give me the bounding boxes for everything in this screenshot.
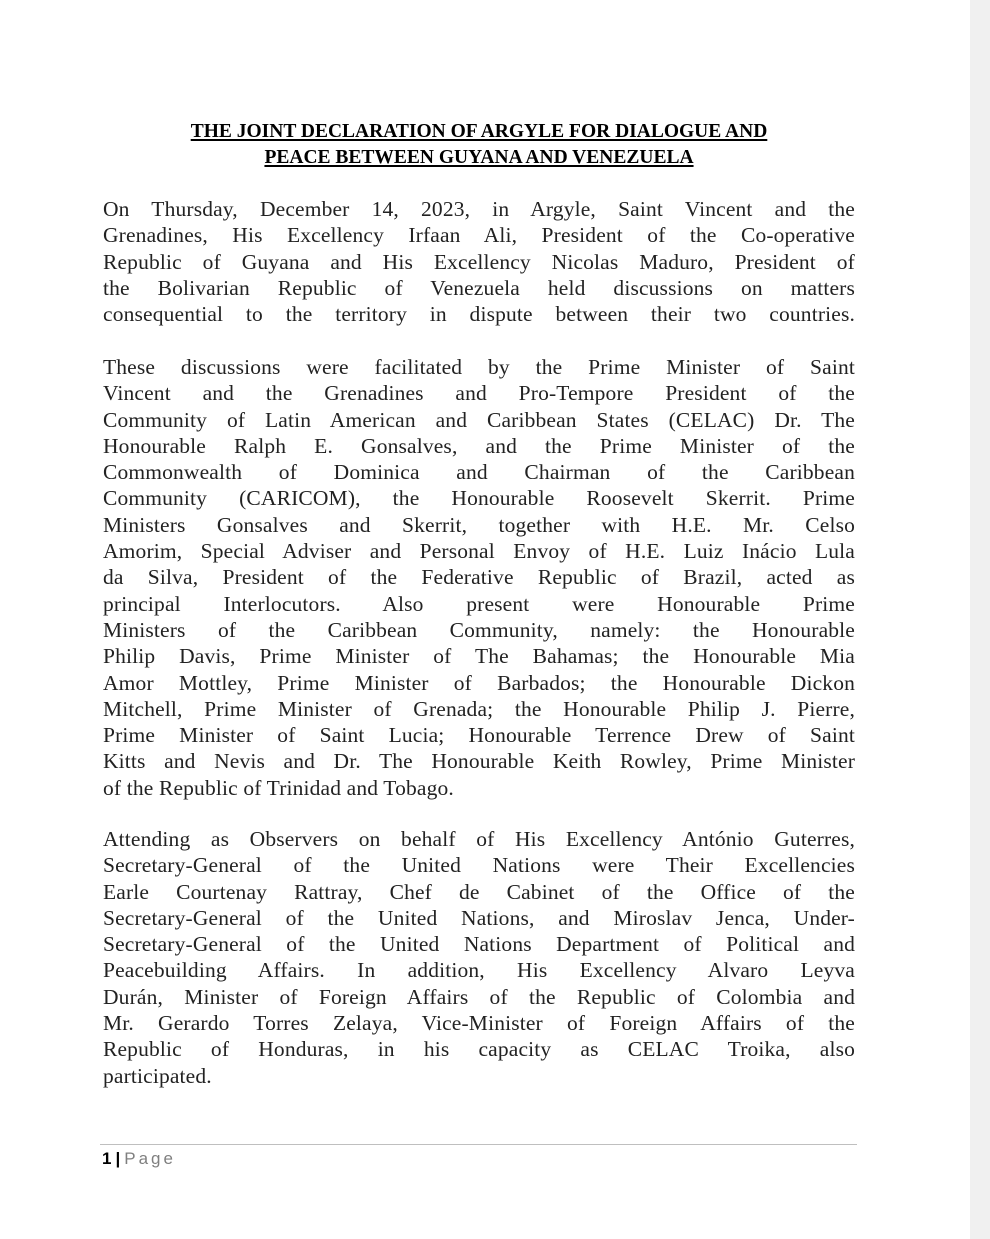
text-line: These discussions were facilitated by the Prime Minister of Saint [103,355,855,379]
text-line: da Silva, President of the Federative Republic of Brazil, acted as [103,565,855,590]
vertical-scrollbar[interactable] [970,0,990,1239]
text-line: the Bolivarian Republic of Venezuela held discussions on matters [103,275,855,300]
text-line: Durán, Minister of Foreign Affairs of the Republic of Colombia and [103,984,855,1009]
text-line: On Thursday, December 14, 2023, in Argyle, Saint Vincent and the [103,197,855,221]
text-line: Prime Minister of Saint Lucia; Honourable Terrence Drew of Saint [103,723,855,748]
title-line: THE JOINT DECLARATION OF ARGYLE FOR DIALOGUE AND [190,121,768,142]
page-number: 1 [102,1149,112,1168]
text-line: Republic of Guyana and His Excellency Nicolas Maduro, President of [103,249,855,274]
text-line: Commonwealth of Dominica and Chairman of the Caribbean [103,460,855,485]
text-line: Ministers of the Caribbean Community, namely: the Honourable [103,617,855,642]
footer-separator: | [115,1149,121,1168]
text-line: consequential to the territory in dispute between their two countries. [103,302,855,327]
text-line: Kitts and Nevis and Dr. The Honourable Keith Rowley, Prime Minister [103,749,855,774]
text-line: Attending as Observers on behalf of His Excellency António Guterres, [103,827,855,851]
text-line: Grenadines, His Excellency Irfaan Ali, President of the Co-operative [103,223,855,248]
text-line: Amor Mottley, Prime Minister of Barbados; the Honourable Dickon [103,670,855,695]
text-line: Honourable Ralph E. Gonsalves, and the Prime Minister of the [103,433,855,458]
paragraph-observers [103,826,855,1089]
page-footer [102,1149,176,1169]
footer-divider [100,1144,857,1145]
text-line: Amorim, Special Adviser and Personal Envoy of H.E. Luiz Inácio Lula [103,539,855,564]
text-line: Republic of Honduras, in his capacity as CELAC Troika, also [103,1037,855,1062]
text-line: Vincent and the Grenadines and Pro-Tempore President of the [103,381,855,406]
text-line: Community (CARICOM), the Honourable Roosevelt Skerrit. Prime [103,486,855,511]
text-line: Community of Latin American and Caribbean States (CELAC) Dr. The [103,407,855,432]
text-line: Mr. Gerardo Torres Zelaya, Vice-Minister of Foreign Affairs of the [103,1011,855,1036]
page-label: Page [124,1149,176,1168]
text-line: principal Interlocutors. Also present were Honourable Prime [103,591,855,616]
text-line: participated. [103,1063,212,1088]
text-line: Earle Courtenay Rattray, Chef de Cabinet of the Office of the [103,879,855,904]
text-line: Secretary-General of the United Nations Department of Political and [103,932,855,957]
text-line: Peacebuilding Affairs. In addition, His Excellency Alvaro Leyva [103,958,855,983]
title-line: PEACE BETWEEN GUYANA AND VENEZUELA [264,147,694,168]
paragraph-meeting [103,196,855,327]
text-line: Mitchell, Prime Minister of Grenada; the Honourable Philip J. Pierre, [103,696,855,721]
text-line: Secretary-General of the United Nations were Their Excellencies [103,853,855,878]
document-title [103,119,855,171]
text-line: of the Republic of Trinidad and Tobago. [103,775,454,800]
text-line: Ministers Gonsalves and Skerrit, together with H.E. Mr. Celso [103,512,855,537]
text-line: Secretary-General of the United Nations, and Miroslav Jenca, Under- [103,905,855,930]
paragraph-facilitators [103,354,855,801]
text-line: Philip Davis, Prime Minister of The Bahamas; the Honourable Mia [103,644,855,669]
